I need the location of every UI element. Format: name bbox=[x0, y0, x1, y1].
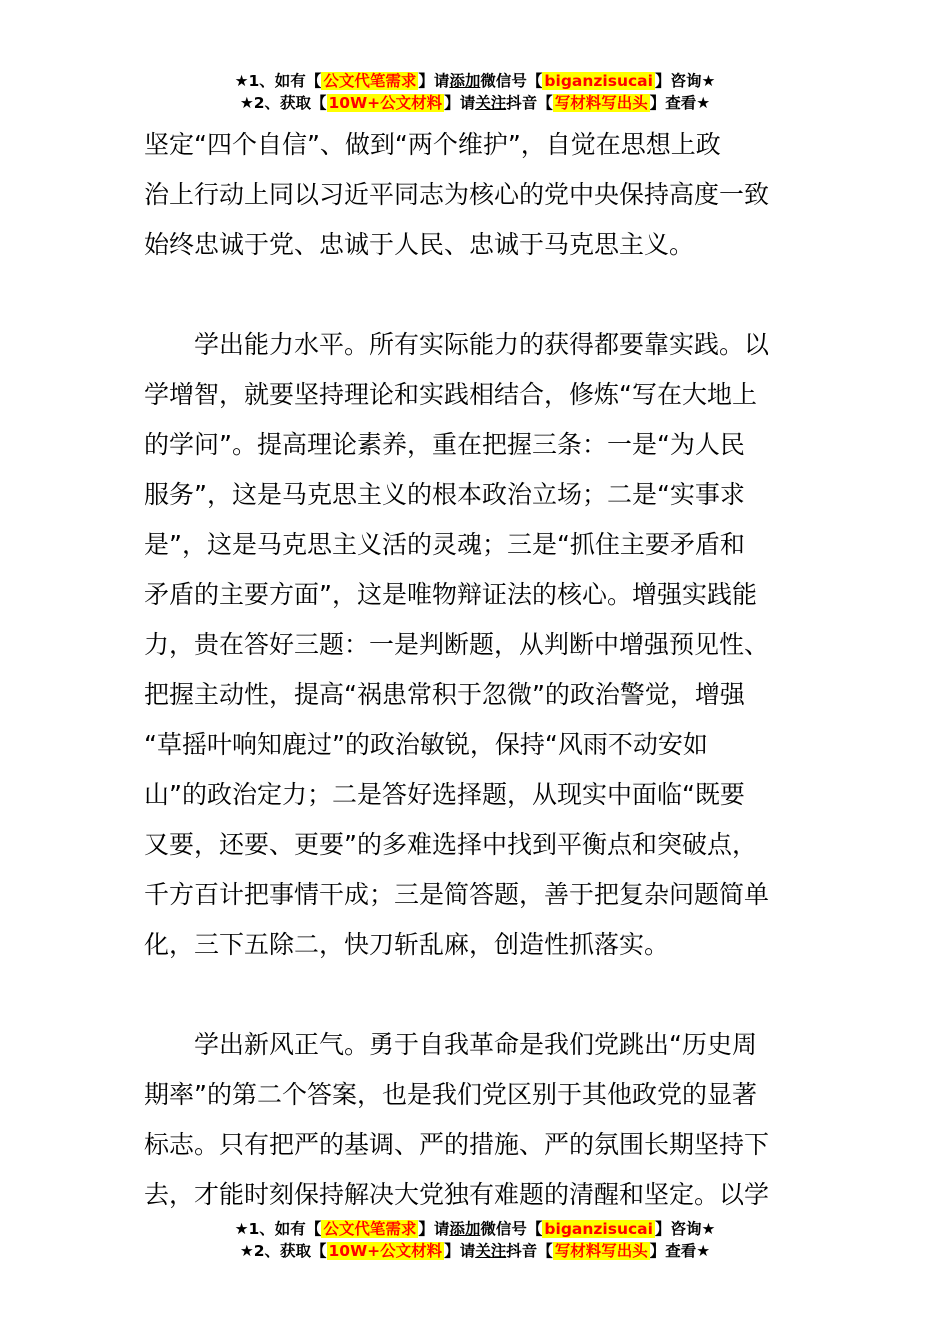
paragraph-gap bbox=[144, 270, 808, 320]
promo-text: 查看★ bbox=[665, 1242, 711, 1260]
text-line: 服务”，这是马克思主义的根本政治立场；二是“实事求 bbox=[144, 480, 745, 509]
bracket: 】 bbox=[444, 1242, 460, 1260]
text-line: 力，贵在答好三题：一是判断题，从判断中增强预见性、 bbox=[144, 630, 770, 659]
bracket: 】 bbox=[418, 72, 434, 90]
highlight-service: 公文代笔需求 bbox=[323, 1220, 417, 1238]
highlight-douyin: 写材料写出头 bbox=[554, 94, 648, 112]
promo-text: 咨询★ bbox=[670, 72, 716, 90]
paragraph-gap bbox=[144, 970, 808, 1020]
underlined-word: 添加 bbox=[449, 1220, 481, 1238]
text-line: 去，才能时刻保持解决大党独有难题的清醒和坚定。以学 bbox=[144, 1180, 770, 1209]
paragraph-2 bbox=[144, 320, 808, 970]
text-line: 坚定“四个自信”、做到“两个维护”，自觉在思想上政 bbox=[144, 130, 721, 159]
text-line: 学出能力水平。所有实际能力的获得都要靠实践。以 bbox=[194, 330, 770, 359]
highlight-wechat-id: biganzisucai bbox=[544, 1220, 653, 1238]
promo-text: 微信号 bbox=[480, 72, 527, 90]
promo-header bbox=[0, 70, 950, 114]
bracket: 【 bbox=[311, 1242, 327, 1260]
promo-text: 请 bbox=[433, 72, 450, 90]
document-body bbox=[144, 120, 808, 1220]
highlight-materials: 10W+公文材料 bbox=[328, 94, 443, 112]
text-line: 矛盾的主要方面”，这是唯物辩证法的核心。增强实践能 bbox=[144, 580, 757, 609]
highlight-wechat-id: biganzisucai bbox=[544, 72, 653, 90]
text-line: 始终忠诚于党、忠诚于人民、忠诚于马克思主义。 bbox=[144, 230, 695, 259]
underlined-word: 关注 bbox=[475, 1242, 507, 1260]
bracket: 【 bbox=[526, 72, 543, 90]
promo-footer bbox=[0, 1218, 950, 1262]
bracket: 【 bbox=[526, 1220, 543, 1238]
bracket: 】 bbox=[654, 72, 671, 90]
highlight-materials: 10W+公文材料 bbox=[328, 1242, 443, 1260]
highlight-douyin: 写材料写出头 bbox=[554, 1242, 648, 1260]
promo-text: ★2、获取 bbox=[239, 1242, 311, 1260]
highlight-service: 公文代笔需求 bbox=[323, 72, 417, 90]
bracket: 【 bbox=[537, 1242, 553, 1260]
promo-text: 微信号 bbox=[480, 1220, 527, 1238]
text-line: 化，三下五除二，快刀斩乱麻，创造性抓落实。 bbox=[144, 930, 670, 959]
promo-line-2 bbox=[0, 1240, 950, 1262]
underlined-word: 关注 bbox=[475, 94, 507, 112]
promo-text: 抖音 bbox=[506, 1242, 538, 1260]
text-line: 把握主动性，提高“祸患常积于忽微”的政治警觉，增强 bbox=[144, 680, 745, 709]
underlined-word: 添加 bbox=[449, 72, 481, 90]
text-line: 是”，这是马克思主义活的灵魂；三是“抓住主要矛盾和 bbox=[144, 530, 745, 559]
promo-text: ★1、如有 bbox=[234, 72, 306, 90]
promo-text: 请 bbox=[433, 1220, 450, 1238]
text-line: 又要，还要、更要”的多难选择中找到平衡点和突破点， bbox=[144, 830, 757, 859]
bracket: 【 bbox=[305, 72, 322, 90]
text-line: 期率”的第二个答案，也是我们党区别于其他政党的显著 bbox=[144, 1080, 757, 1109]
text-line: 标志。只有把严的基调、严的措施、严的氛围长期坚持下 bbox=[144, 1130, 770, 1159]
bracket: 】 bbox=[649, 1242, 666, 1260]
text-line: 山”的政治定力；二是答好选择题，从现实中面临“既要 bbox=[144, 780, 745, 809]
bracket: 】 bbox=[654, 1220, 671, 1238]
promo-line-1 bbox=[0, 70, 950, 92]
text-line: 的学问”。提高理论素养，重在把握三条：一是“为人民 bbox=[144, 430, 745, 459]
promo-text: 请 bbox=[459, 1242, 476, 1260]
bracket: 】 bbox=[444, 94, 460, 112]
bracket: 【 bbox=[537, 94, 553, 112]
text-line: 学出新风正气。勇于自我革命是我们党跳出“历史周 bbox=[194, 1030, 757, 1059]
promo-line-1 bbox=[0, 1218, 950, 1240]
bracket: 【 bbox=[311, 94, 327, 112]
bracket: 】 bbox=[418, 1220, 434, 1238]
paragraph-3 bbox=[144, 1020, 808, 1220]
text-line: “草摇叶响知鹿过”的政治敏锐，保持“风雨不动安如 bbox=[144, 730, 708, 759]
promo-text: 抖音 bbox=[506, 94, 538, 112]
promo-text: ★1、如有 bbox=[234, 1220, 306, 1238]
text-line: 千方百计把事情干成；三是简答题，善于把复杂问题简单 bbox=[144, 880, 770, 909]
paragraph-1 bbox=[144, 120, 808, 270]
promo-text: 查看★ bbox=[665, 94, 711, 112]
promo-text: ★2、获取 bbox=[239, 94, 311, 112]
text-line: 治上行动上同以习近平同志为核心的党中央保持高度一致 bbox=[144, 180, 770, 209]
text-line: 学增智，就要坚持理论和实践相结合，修炼“写在大地上 bbox=[144, 380, 757, 409]
bracket: 【 bbox=[305, 1220, 322, 1238]
bracket: 】 bbox=[649, 94, 666, 112]
promo-text: 咨询★ bbox=[670, 1220, 716, 1238]
promo-text: 请 bbox=[459, 94, 476, 112]
promo-line-2 bbox=[0, 92, 950, 114]
